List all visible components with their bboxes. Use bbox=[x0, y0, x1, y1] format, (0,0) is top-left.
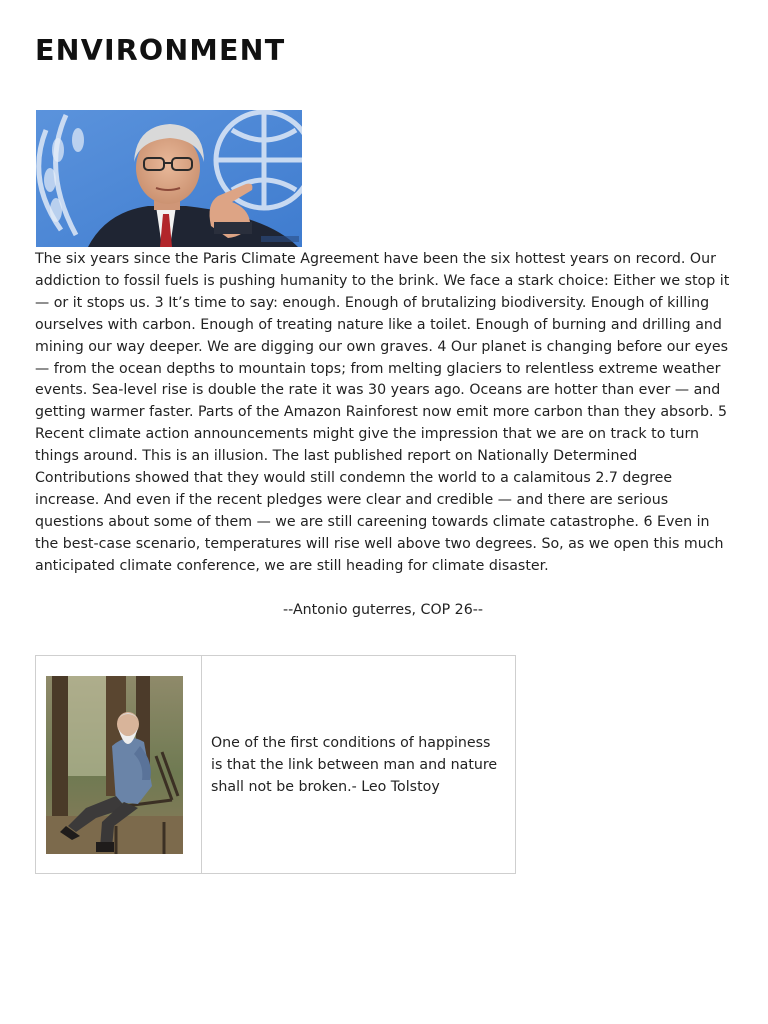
quote-row bbox=[36, 656, 516, 874]
speaker-photo-image bbox=[36, 110, 302, 247]
tolstoy-portrait-image bbox=[46, 676, 183, 854]
quote-box bbox=[35, 655, 516, 874]
speaker-photo bbox=[36, 110, 302, 247]
quote-image-cell bbox=[36, 656, 202, 874]
quote-attribution: --Antonio guterres, COP 26-- bbox=[283, 602, 483, 618]
article-body: The six years since the Paris Climate Agreement have been the six hottest years on record. Our addiction to fossil fuels is pushing humanity to the brink. We face a stark choice: Either we stop it — or it stops us. 3 It’s time to say: enough. Enough of brutalizing biodiversity. Enough of killing ourselves with carbon. Enough of treating nature like a toilet. Enough of burning and drilling and mining our way deeper. We are digging our own graves. 4 Our planet is changing before our eyes — from the ocean depths to mountain tops; from melting glaciers to relentless extreme weather events. Sea-level rise is double the rate it was 30 years ago. Oceans are hotter than ever — and getting warmer faster. Parts of the Amazon Rainforest now emit more carbon than they absorb. 5 Recent climate action announcements might give the impression that we are on track to turn things around. This is an illusion. The last published report on Nationally Determined Contributions showed that they would still condemn the world to a calamitous 2.7 degree increase. And even if the recent pledges were clear and credible — and there are serious questions about some of them — we are still careening towards climate catastrophe. 6 Even in the best-case scenario, temperatures will rise well above two degrees. So, as we open this much anticipated climate conference, we are still heading for climate disaster. bbox=[35, 251, 730, 574]
quote-text-cell bbox=[202, 656, 516, 874]
tolstoy-quote: One of the first conditions of happiness is that the link between man and nature shall not be broken.- Leo Tolstoy bbox=[211, 734, 498, 795]
page-title: ENVIRONMENT bbox=[35, 34, 286, 67]
tolstoy-portrait bbox=[46, 676, 183, 854]
